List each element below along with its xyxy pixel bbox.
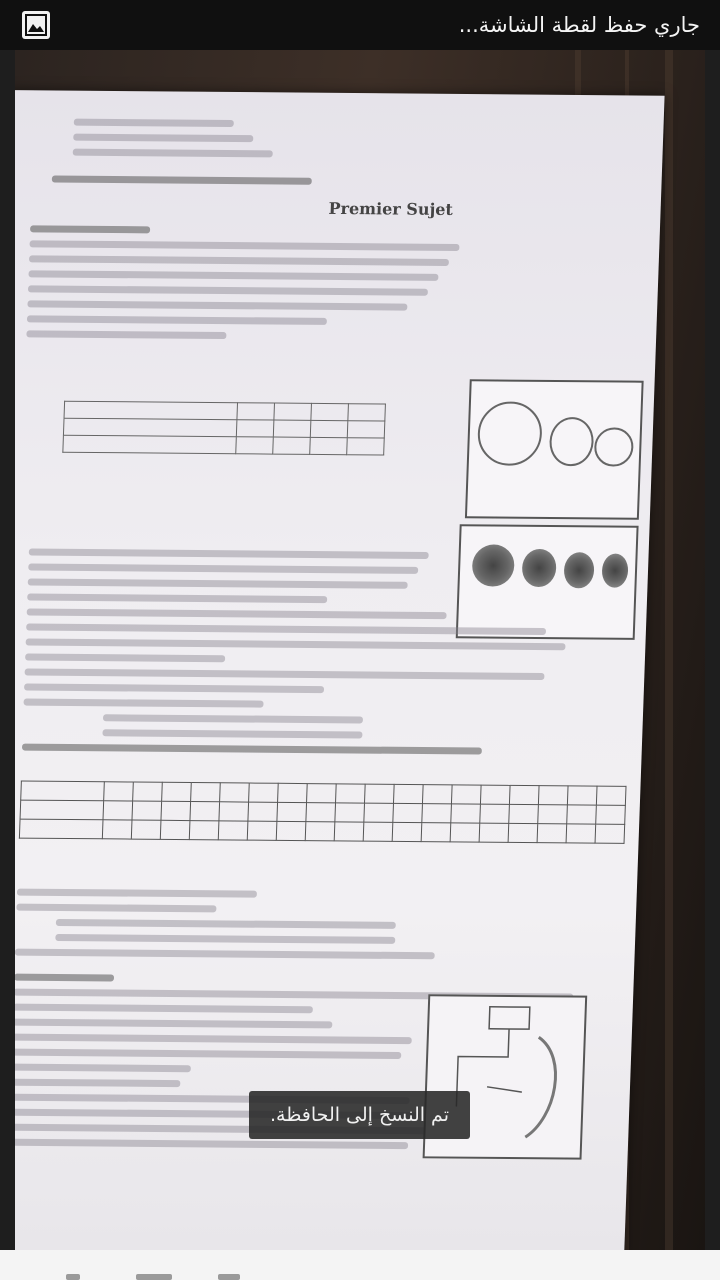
bottom-action-bar xyxy=(0,1250,720,1280)
edit-icon[interactable] xyxy=(136,1274,172,1280)
status-bar xyxy=(0,0,720,50)
paper-table-2 xyxy=(19,781,627,844)
image-icon xyxy=(22,11,50,39)
screenshot-photo xyxy=(15,50,705,1250)
paper-title: Premier Sujet xyxy=(328,198,454,219)
paper-table-1 xyxy=(62,401,386,456)
delete-icon[interactable] xyxy=(218,1274,240,1280)
share-icon[interactable] xyxy=(66,1274,80,1280)
clipboard-toast: تم النسخ إلى الحافظة. xyxy=(249,1091,470,1139)
screenshot-saving-notification[interactable]: جاري حفظ لقطة الشاشة... xyxy=(458,13,700,37)
exam-paper-photo xyxy=(15,90,665,1250)
paper-figure-1 xyxy=(465,379,644,520)
paper-figure-2 xyxy=(456,524,639,640)
